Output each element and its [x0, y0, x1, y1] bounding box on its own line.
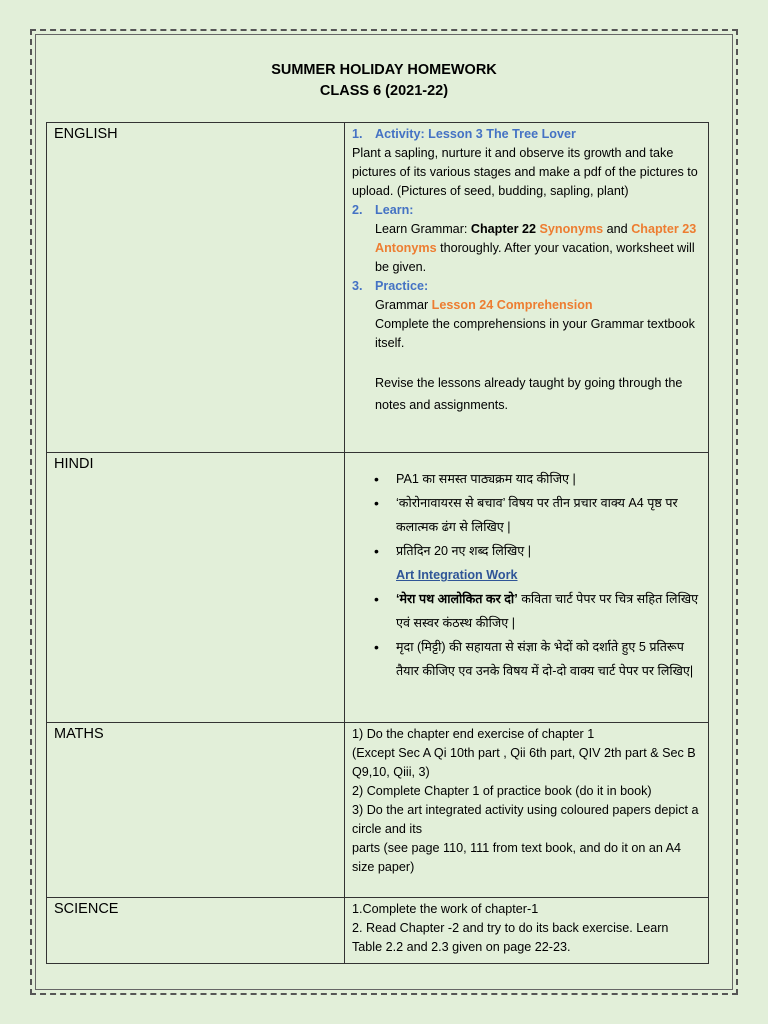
maths-line-3: 2) Complete Chapter 1 of practice book (do it in book): [352, 784, 652, 798]
maths-line-1: 1) Do the chapter end exercise of chapter 1: [352, 727, 595, 741]
art-integration-link[interactable]: Art Integration Work: [396, 568, 518, 582]
english-content: [345, 123, 709, 453]
table-row-science: [47, 898, 709, 964]
english-item-1-heading: 1. Activity: Lesson 3 The Tree Lover: [352, 127, 576, 141]
maths-line-4: 3) Do the art integrated activity using coloured papers depict a circle and its: [352, 803, 699, 836]
table-row-english: [47, 123, 709, 453]
list-item: • PA1 का समस्त पाठ्यक्रम याद कीजिए |: [374, 467, 700, 491]
title-line-2: CLASS 6 (2021-22): [319, 83, 449, 99]
art-integration-item: [374, 563, 700, 587]
table-row-hindi: [47, 453, 709, 723]
subject-hindi: HINDI: [47, 453, 345, 723]
english-item-1-text: Plant a sapling, nurture it and observe its growth and take pictures of its various stages and make a pdf of the pictures to upload. (Pictures of seed, budding, sapling, plant): [352, 146, 698, 198]
english-item-2-text: Learn Grammar: Chapter 22 Synonyms and Chapter 23 Antonyms thoroughly. After your vacation, worksheet will be given.: [375, 222, 697, 274]
english-revise-note: Revise the lessons already taught by going through the notes and assignments.: [375, 376, 683, 412]
english-item-3-text: Complete the comprehensions in your Grammar textbook itself.: [375, 317, 695, 350]
hindi-list: [352, 467, 700, 683]
maths-line-2: (Except Sec A Qi 10th part , Qii 6th part, QIV 2th part & Sec B Q9,10, Qiii, 3): [352, 746, 696, 779]
maths-line-5: parts (see page 110, 111 from text book, and do it on an A4 size paper): [352, 841, 682, 874]
list-item: • ‘कोरोनावायरस से बचाव’ विषय पर तीन प्रचार वाक्य A4 पृष्ठ पर कलात्मक ढंग से लिखिए |: [374, 491, 700, 539]
subject-science: SCIENCE: [47, 898, 345, 964]
maths-content: [345, 723, 709, 898]
subject-maths: MATHS: [47, 723, 345, 898]
hindi-content: [345, 453, 709, 723]
subject-english: ENGLISH: [47, 123, 345, 453]
english-item-3-line: Grammar Lesson 24 Comprehension: [375, 298, 593, 312]
english-item-2-heading: 2. Learn:: [352, 203, 414, 217]
page-title: [0, 60, 768, 102]
title-line-1: SUMMER HOLIDAY HOMEWORK: [271, 62, 497, 78]
homework-table: [46, 122, 709, 964]
list-item: • ‘मेरा पथ आलोकित कर दो’ कविता चार्ट पेपर पर चित्र सहित लिखिए एवं सस्वर कंठस्थ कीजिए |: [374, 587, 700, 635]
table-row-maths: [47, 723, 709, 898]
science-content: [345, 898, 709, 964]
list-item: • प्रतिदिन 20 नए शब्द लिखिए |: [374, 539, 700, 563]
science-line-1: 1.Complete the work of chapter-1: [352, 902, 539, 916]
english-item-3-heading: 3. Practice:: [352, 279, 429, 293]
list-item: • मृदा (मिट्टी) की सहायता से संज्ञा के भेदों को दर्शाते हुए 5 प्रतिरूप तैयार कीजिए एव उनके विषय में दो-दो वाक्य चार्ट पेपर पर लिखिए|: [374, 635, 700, 683]
science-line-2: 2. Read Chapter -2 and try to do its back exercise. Learn Table 2.2 and 2.3 given on page 22-23.: [352, 921, 669, 954]
